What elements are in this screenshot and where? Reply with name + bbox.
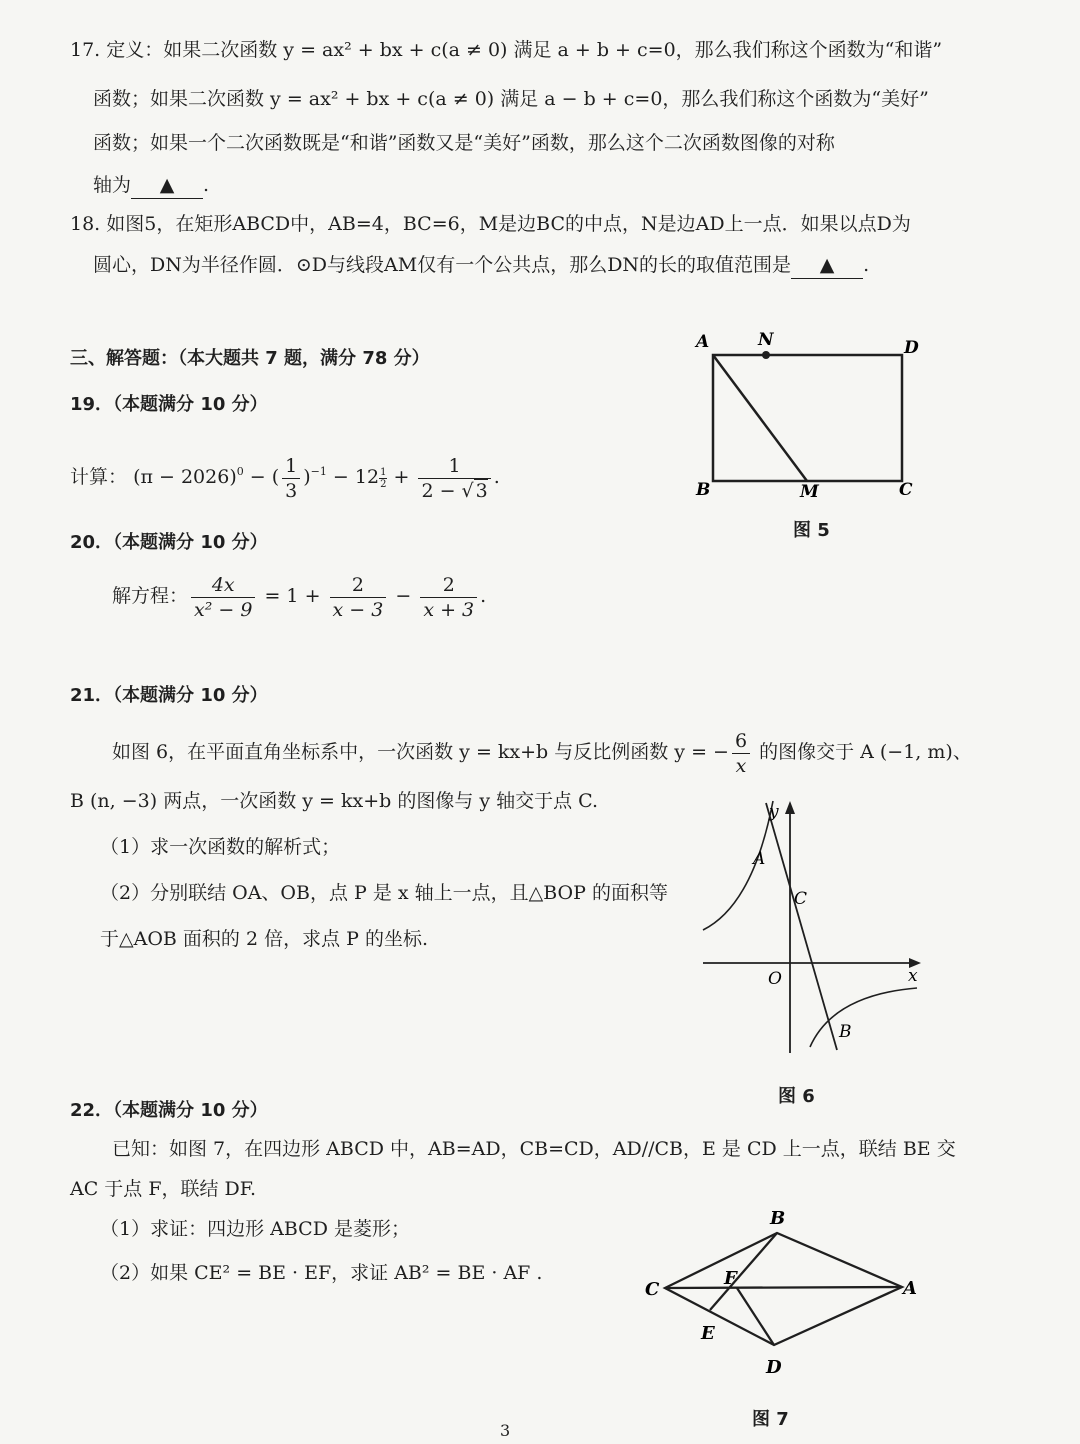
q22-header: 22．（本题满分 10 分）	[70, 1100, 268, 1121]
fig6-label-a: A	[753, 849, 766, 869]
q19-sqrt3: 3	[475, 479, 488, 502]
q18-line-1: 18. 如图5，在矩形ABCD中，AB=4，BC=6，M是边BC的中点，N是边AD上一点．如果以点D为	[70, 213, 911, 235]
fig6-hyperbola-right	[810, 988, 917, 1047]
fig5-point-n	[762, 351, 770, 359]
q20-prefix: 解方程：	[112, 585, 189, 607]
q20-f3-num: 2	[420, 573, 477, 598]
q19-close: )	[303, 466, 311, 488]
q21-line-1-post: 的图像交于 A (−1, m)、	[753, 741, 972, 763]
fig7-label-a: A	[903, 1278, 917, 1299]
fig6-label-x: x	[908, 966, 918, 986]
q17-line-1: 17. 定义：如果二次函数 y = ax² + bx + c(a ≠ 0) 满足 a + b + c=0，那么我们称这个函数为“和谐”	[70, 39, 943, 61]
q19-fraction-1-den: 3	[285, 479, 298, 502]
q17-axis-label: 轴为	[93, 174, 132, 196]
q21-fraction-num: 6	[732, 729, 750, 754]
q19-term-1-exp: 0	[236, 465, 244, 478]
q21-fraction-den: x	[735, 754, 747, 777]
q19-fraction-1	[282, 454, 300, 503]
fig5-rectangle	[713, 355, 902, 481]
q19-header: 19．（本题满分 10 分）	[70, 394, 268, 415]
q18-answer-blank: ▲	[791, 252, 863, 279]
q20-end: .	[480, 585, 487, 607]
figure-6	[695, 795, 935, 1065]
q19-exp-neg1: −1	[310, 465, 327, 478]
q20-f1-num: 4x	[191, 573, 255, 598]
q19-fraction-1-num: 1	[282, 454, 300, 479]
q21-line-1-pre: 如图 6，在平面直角坐标系中，一次函数 y = kx+b 与反比例函数 y = −	[112, 741, 729, 763]
q21-part-1: （1）求一次函数的解析式；	[100, 836, 341, 858]
q22-line-1: 已知：如图 7，在四边形 ABCD 中，AB=AD，CB=CD，AD//CB，E 是 CD 上一点，联结 BE 交	[112, 1138, 956, 1160]
fig6-label-c: C	[794, 889, 808, 909]
q20-eq: = 1 +	[258, 585, 327, 607]
fig5-segment-am	[713, 355, 807, 481]
q20-minus: −	[389, 585, 418, 607]
q17-line-2: 函数；如果二次函数 y = ax² + bx + c(a ≠ 0) 满足 a − b + c=0，那么我们称这个函数为“美好”	[93, 88, 929, 110]
q19-plus: +	[387, 466, 416, 488]
q20-fraction-2	[330, 573, 387, 622]
q22-part-1: （1）求证：四边形 ABCD 是菱形；	[100, 1218, 410, 1240]
fig5-label-m: M	[800, 482, 819, 502]
q18-line-2: 圆心，DN为半径作圆．⊙D与线段AM仅有一个公共点，那么DN的长的取值范围是 ▲ .	[93, 252, 869, 279]
fig6-linear-function	[766, 803, 837, 1050]
fig7-label-b: B	[770, 1208, 786, 1229]
fig6-label-o: O	[768, 969, 782, 989]
q17-line-4: 轴为 ▲ .	[93, 172, 209, 199]
fig7-label-c: C	[645, 1279, 660, 1300]
q19-end: .	[493, 466, 500, 488]
fig7-label-e: E	[701, 1323, 715, 1344]
fig7-diagonal-ca	[665, 1287, 902, 1288]
fig6-label-b: B	[839, 1022, 852, 1042]
q21-header: 21．（本题满分 10 分）	[70, 685, 268, 706]
fig7-caption: 图 7	[752, 1409, 789, 1430]
q17-line-3: 函数；如果一个二次函数既是“和谐”函数又是“美好”函数，那么这个二次函数图像的对称	[93, 132, 835, 154]
figure-5	[690, 325, 930, 515]
q20-f1-den: x² − 9	[194, 598, 253, 621]
q21-part-2b: 于△AOB 面积的 2 倍，求点 P 的坐标.	[100, 928, 428, 950]
fig5-label-c: C	[899, 480, 913, 500]
fig5-label-b: B	[696, 480, 711, 500]
q19-prefix: 计算：	[70, 466, 128, 488]
fig5-label-d: D	[904, 338, 919, 358]
q22-line-2: AC 于点 F，联结 DF.	[70, 1178, 257, 1200]
fig6-caption: 图 6	[778, 1086, 815, 1107]
q19-half-den: 2	[380, 478, 387, 490]
fig6-label-y: y	[769, 802, 779, 822]
fig5-label-a: A	[696, 332, 710, 352]
q22-part-2: （2）如果 CE² = BE · EF，求证 AB² = BE · AF .	[100, 1262, 543, 1284]
fig7-label-d: D	[766, 1357, 782, 1378]
section-3-heading: 三、解答题：（本大题共 7 题，满分 78 分）	[70, 348, 430, 369]
q19-fraction-2-den-pre: 2 −	[421, 479, 462, 502]
q20-f2-den: x − 3	[332, 598, 384, 621]
q21-part-2a: （2）分别联结 OA、OB，点 P 是 x 轴上一点，且△BOP 的面积等	[100, 882, 668, 904]
fig5-caption: 图 5	[793, 520, 830, 541]
q20-f3-den: x + 3	[423, 598, 475, 621]
q20-f2-num: 2	[330, 573, 387, 598]
q19-term-1: (π − 2026)	[133, 466, 237, 488]
q21-line-1	[112, 726, 972, 778]
q19-expression	[70, 446, 500, 503]
q17-answer-blank: ▲	[131, 172, 203, 199]
q20-fraction-1	[191, 573, 255, 622]
q20-equation	[112, 570, 486, 622]
fig7-label-f: F	[724, 1268, 737, 1289]
q20-fraction-3	[420, 573, 477, 622]
q19-minus-1: − (	[243, 466, 280, 488]
q20-header: 20．（本题满分 10 分）	[70, 532, 268, 553]
q19-half-num: 1	[380, 466, 387, 478]
figure-7	[640, 1200, 930, 1380]
q19-fraction-2	[418, 454, 490, 503]
q19-fraction-2-num: 1	[418, 454, 490, 479]
q21-fraction	[732, 729, 750, 778]
q21-line-2: B (n, −3) 两点，一次函数 y = kx+b 的图像与 y 轴交于点 C.	[70, 790, 599, 812]
q19-fraction-2-den: 2 − √ 3	[421, 479, 488, 502]
fig6-y-arrow	[785, 801, 795, 814]
q19-minus-2: − 12	[326, 466, 380, 488]
fig5-label-n: N	[758, 330, 774, 350]
q18-line-2-text: 圆心，DN为半径作圆．⊙D与线段AM仅有一个公共点，那么DN的长的取值范围是	[93, 254, 792, 276]
page-number: 3	[500, 1421, 511, 1440]
